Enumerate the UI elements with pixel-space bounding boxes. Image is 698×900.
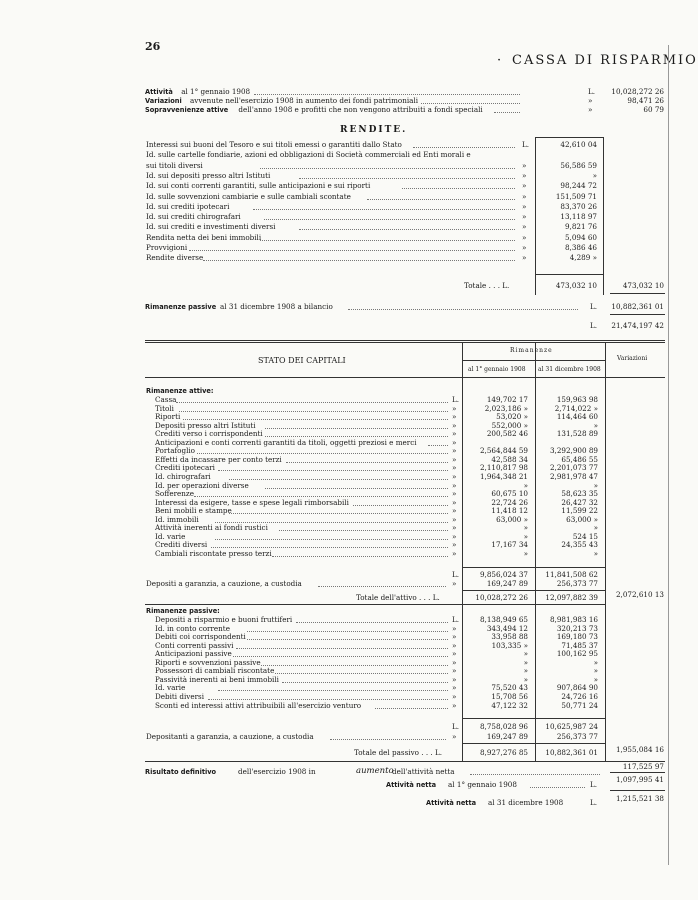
rendite-value-9: 5,094 60 bbox=[564, 232, 597, 242]
rendite-dots-0 bbox=[413, 147, 515, 148]
running-header: CASSA DI RISPARMIO bbox=[512, 53, 698, 68]
attive-a-17: 17,167 34 bbox=[491, 540, 528, 550]
passive-a-3: 103,335 » bbox=[491, 640, 528, 650]
attive-a-15: » bbox=[523, 523, 528, 533]
passive-row-5: Riporti e sovvenzioni passive bbox=[155, 657, 261, 667]
attive-dep-text: Depositi a garanzia, a cauzione, a custodia bbox=[146, 579, 302, 588]
attive-b-14: 63,000 » bbox=[566, 514, 598, 524]
attive-unit-13: » bbox=[452, 506, 457, 516]
passive-unit-4: » bbox=[452, 649, 457, 659]
attive-unit-11: » bbox=[452, 489, 457, 499]
attive-row-7: Effetti da incassare per conto terzi bbox=[155, 454, 282, 464]
rendite-unit-0: L. bbox=[522, 140, 530, 149]
table-col3: Variazioni bbox=[617, 355, 648, 362]
passive-row-0: Depositi a risparmio e buoni fruttiferi bbox=[155, 615, 293, 624]
passive-unit-6: » bbox=[452, 666, 457, 676]
attive-total-b: 12,097,882 39 bbox=[545, 593, 598, 602]
attive-total-rule-2 bbox=[145, 604, 605, 605]
attive-row-5: Anticipazioni e conti correnti garantiti da titoli, oggetti preziosi e merci bbox=[155, 437, 417, 447]
attive-a-13: 11,418 12 bbox=[491, 506, 528, 516]
rendite-dots-7 bbox=[264, 219, 515, 220]
attive-unit-2: » bbox=[452, 412, 457, 422]
end-label: Attività netta bbox=[426, 799, 477, 807]
attive-unit-6: » bbox=[452, 446, 457, 456]
grand-total-unit: L. bbox=[590, 321, 598, 330]
attive-row-2: Riporti bbox=[155, 412, 181, 422]
passive-dots-3 bbox=[236, 648, 448, 649]
start-dots bbox=[530, 787, 585, 788]
attive-dots-2 bbox=[183, 419, 448, 420]
passive-dots-0 bbox=[296, 622, 448, 623]
attive-dots-13 bbox=[229, 513, 448, 514]
attive-unit-17: » bbox=[452, 540, 457, 550]
top-unit-0: L. bbox=[588, 87, 596, 96]
attive-row-15: Attività inerenti ai fondi rustici bbox=[155, 523, 268, 533]
attive-unit-12: » bbox=[452, 497, 457, 507]
attive-b-13: 11,599 22 bbox=[561, 506, 598, 516]
attive-dots-15 bbox=[279, 530, 448, 531]
attive-row-10: Id. per operazioni diverse bbox=[155, 480, 249, 490]
passive-dep-a: 169,247 89 bbox=[486, 732, 528, 741]
passive-row-10: Sconti ed interessi attivi attribuibili all'esercizio venturo bbox=[155, 700, 362, 710]
attive-a-14: 63,000 » bbox=[496, 514, 528, 524]
table-top-rule-1 bbox=[145, 340, 665, 341]
passive-total-text: Totale del passivo . . . L. bbox=[354, 748, 443, 757]
passive-a-7: » bbox=[523, 674, 528, 684]
rendite-unit-4: » bbox=[522, 181, 527, 191]
attive-dep-unit: » bbox=[452, 579, 457, 588]
rendite-col-right bbox=[603, 137, 604, 295]
rp-unit: L. bbox=[590, 302, 598, 311]
attive-sum-unit: L. bbox=[452, 570, 460, 579]
top-label-0: Attività bbox=[145, 88, 173, 96]
rendite-dots-5 bbox=[367, 199, 515, 200]
rendite-unit-10: » bbox=[522, 243, 527, 252]
attive-a-16: » bbox=[523, 531, 528, 541]
rendite-row-3: Id. sui depositi presso altri Istituti bbox=[146, 170, 271, 180]
attive-dots-16 bbox=[215, 539, 448, 540]
top-text-0: al 1° gennaio 1908 bbox=[181, 87, 251, 96]
passive-b-10: 50,771 24 bbox=[561, 700, 598, 710]
table-group-rule bbox=[462, 360, 605, 361]
result-rule bbox=[610, 772, 665, 773]
top-unit-1: » bbox=[588, 96, 593, 105]
rendite-value-8: 9,821 76 bbox=[564, 222, 597, 232]
table-head-rule bbox=[145, 377, 665, 378]
passive-row-6: Possessori di cambiali riscontate bbox=[155, 666, 275, 676]
rendite-value-10: 8,386 46 bbox=[564, 243, 597, 252]
rendite-row-5: Id. sulle sovvenzioni cambiarie e sulle cambiali scontate bbox=[146, 191, 351, 201]
table-col1: al 1° gennaio 1908 bbox=[468, 366, 526, 373]
attive-a-9: 1,964,348 21 bbox=[479, 471, 528, 481]
rendite-row-1: Id. sulle cartelle fondiarie, azioni ed obbligazioni di Società commerciali ed Enti morali e bbox=[146, 150, 471, 160]
passive-b-2: 169,180 73 bbox=[556, 632, 598, 642]
rendite-value-4: 98,244 72 bbox=[560, 181, 597, 191]
attive-dots-1 bbox=[179, 411, 448, 412]
attive-b-8: 2,201,073 77 bbox=[549, 463, 598, 473]
attive-a-11: 60,675 10 bbox=[491, 489, 528, 499]
passive-unit-2: » bbox=[452, 632, 457, 642]
start-rule bbox=[610, 790, 665, 791]
attive-a-2: 53,020 » bbox=[496, 412, 528, 422]
attive-row-9: Id. chirografari bbox=[155, 471, 211, 481]
attive-unit-3: » bbox=[452, 420, 457, 430]
attive-b-10: » bbox=[593, 480, 598, 490]
passive-b-4: 100,162 95 bbox=[556, 649, 598, 659]
top-value-2: 60 79 bbox=[643, 105, 664, 114]
passive-total-rule bbox=[462, 743, 605, 744]
end-text: al 31 dicembre 1908 bbox=[488, 798, 564, 807]
passive-sum-a: 8,758,028 96 bbox=[479, 722, 528, 731]
passive-a-6: » bbox=[523, 666, 528, 676]
attive-sum-b: 11,841,508 62 bbox=[545, 570, 598, 579]
table-top-rule-2 bbox=[145, 342, 665, 343]
rp-label: Rimanenze passive bbox=[145, 303, 217, 311]
attive-dots-5 bbox=[428, 445, 448, 446]
attive-b-11: 58,623 35 bbox=[561, 489, 598, 499]
top-label-2: Sopravvenienze attive bbox=[145, 106, 229, 114]
passive-unit-0: L. bbox=[452, 615, 460, 624]
passive-unit-7: » bbox=[452, 674, 457, 684]
rendite-row-8: Id. sui crediti e investimenti diversi bbox=[146, 222, 276, 232]
attive-total-a: 10,028,272 26 bbox=[475, 593, 528, 602]
passive-dots-2 bbox=[247, 639, 448, 640]
attive-dots-0 bbox=[176, 402, 448, 403]
rendite-unit-7: » bbox=[522, 212, 527, 222]
attive-unit-18: » bbox=[452, 548, 457, 558]
attive-row-8: Crediti ipotecari bbox=[155, 463, 215, 473]
passive-b-1: 320,213 73 bbox=[556, 623, 598, 633]
attive-a-10: » bbox=[523, 480, 528, 490]
rendite-value-0: 42,610 04 bbox=[560, 140, 597, 149]
attive-row-11: Sofferenze bbox=[155, 489, 194, 499]
attive-total-text: Totale dell'attivo . . . L. bbox=[356, 593, 440, 602]
attive-b-17: 24,355 43 bbox=[561, 540, 598, 550]
rendite-unit-2: » bbox=[522, 160, 527, 170]
passive-a-4: » bbox=[523, 649, 528, 659]
passive-sum-rule bbox=[462, 718, 605, 719]
attive-unit-10: » bbox=[452, 480, 457, 490]
header-right-rule bbox=[668, 45, 669, 865]
rendite-value-3: » bbox=[592, 170, 597, 180]
start-unit: L. bbox=[590, 780, 598, 789]
rendite-value-11: 4,289 » bbox=[569, 253, 597, 263]
attive-unit-16: » bbox=[452, 531, 457, 541]
passive-a-10: 47,122 32 bbox=[491, 700, 528, 710]
result-value: 117,525 97 bbox=[622, 762, 664, 771]
grand-total-value: 21,474,197 42 bbox=[611, 321, 664, 330]
attive-dots-8 bbox=[218, 470, 448, 471]
attive-b-7: 65,486 55 bbox=[561, 454, 598, 464]
rendite-row-7: Id. sui crediti chirografari bbox=[146, 212, 241, 222]
attive-unit-7: » bbox=[452, 454, 457, 464]
result-dots bbox=[470, 774, 600, 775]
rendite-value-2: 56,586 59 bbox=[560, 160, 597, 170]
passive-row-4: Anticipazioni passive bbox=[155, 649, 232, 659]
top-value-1: 98,471 26 bbox=[627, 96, 664, 105]
passive-unit-5: » bbox=[452, 657, 457, 667]
passive-a-2: 33,958 88 bbox=[491, 632, 528, 642]
rendite-total-label: Totale . . . L. bbox=[464, 281, 510, 290]
top-dots-2 bbox=[494, 112, 520, 113]
rendite-row-6: Id. sui crediti ipotecari bbox=[146, 201, 230, 211]
rendite-col-left bbox=[535, 137, 536, 295]
passive-b-8: 907,864 90 bbox=[556, 683, 598, 693]
passive-b-0: 8,981,983 16 bbox=[549, 615, 598, 624]
rendite-row-10: Provvigioni bbox=[146, 243, 188, 252]
rendite-right-rule bbox=[610, 293, 665, 294]
attive-dots-3 bbox=[265, 428, 449, 429]
attive-unit-9: » bbox=[452, 471, 457, 481]
rendite-dots-2 bbox=[260, 168, 515, 169]
attive-total-c: 2,072,610 13 bbox=[615, 590, 664, 599]
passive-unit-9: » bbox=[452, 691, 457, 701]
passive-sum-unit: L. bbox=[452, 722, 460, 731]
top-value-0: 10,028,272 26 bbox=[611, 87, 664, 96]
attive-dots-7 bbox=[286, 462, 448, 463]
attive-b-4: 131,528 89 bbox=[556, 429, 598, 439]
passive-unit-3: » bbox=[452, 640, 457, 650]
passive-a-5: » bbox=[523, 657, 528, 667]
rendite-dots-4 bbox=[402, 188, 515, 189]
result-em: aumento bbox=[356, 766, 394, 776]
table-bottom-rule bbox=[145, 761, 665, 762]
rp-value: 10,882,361 01 bbox=[611, 302, 664, 311]
rendite-unit-5: » bbox=[522, 191, 527, 201]
attive-a-4: 200,582 46 bbox=[486, 429, 528, 439]
passive-sum-b: 10,625,987 24 bbox=[545, 722, 598, 731]
passive-unit-1: » bbox=[452, 623, 457, 633]
rendite-dots-10 bbox=[189, 250, 515, 251]
attive-row-0: Cassa bbox=[155, 395, 177, 404]
rendite-row-0: Interessi sui buoni del Tesoro e sui titoli emessi o garantiti dallo Stato bbox=[146, 140, 402, 149]
attive-a-1: 2,023,186 » bbox=[484, 403, 528, 413]
attive-row-4: Crediti verso i corrispondenti bbox=[155, 429, 263, 439]
attive-unit-1: » bbox=[452, 403, 457, 413]
passive-unit-10: » bbox=[452, 700, 457, 710]
attive-b-12: 26,427 32 bbox=[561, 497, 598, 507]
rendite-total-value: 473,032 10 bbox=[555, 281, 597, 290]
start-value: 1,097,995 41 bbox=[615, 775, 664, 784]
rendite-unit-6: » bbox=[522, 201, 527, 211]
attive-b-16: 524 15 bbox=[572, 531, 598, 541]
passive-b-7: » bbox=[593, 674, 598, 684]
passive-a-9: 15,708 56 bbox=[491, 691, 528, 701]
attive-dots-10 bbox=[265, 488, 449, 489]
passive-a-8: 75,520 43 bbox=[491, 683, 528, 693]
table-col-c bbox=[605, 342, 606, 762]
passive-total-b: 10,882,361 01 bbox=[545, 748, 598, 757]
rp-dots bbox=[348, 309, 578, 310]
rendite-unit-3: » bbox=[522, 170, 527, 180]
attive-a-6: 2,564,844 59 bbox=[479, 446, 528, 456]
result-label: Risultato definitivo bbox=[145, 768, 217, 776]
table-col2: al 31 dicembre 1908 bbox=[538, 366, 601, 373]
table-col-b bbox=[535, 342, 536, 762]
top-text-1: avvenute nell'esercizio 1908 in aumento dei fondi patrimoniali bbox=[190, 96, 419, 105]
attive-a-12: 22,724 26 bbox=[491, 497, 528, 507]
attive-b-18: » bbox=[593, 548, 598, 558]
passive-dep-dots bbox=[330, 739, 446, 740]
attive-dots-9 bbox=[229, 479, 448, 480]
rendite-value-5: 151,509 71 bbox=[555, 191, 597, 201]
attive-unit-0: L. bbox=[452, 395, 460, 404]
rendite-rule-top bbox=[535, 137, 603, 138]
passive-dots-1 bbox=[247, 631, 448, 632]
table-title: STATO DEI CAPITALI bbox=[258, 356, 346, 365]
rp-text: al 31 dicembre 1908 a bilancio bbox=[220, 302, 333, 311]
rendite-value-6: 83,370 26 bbox=[560, 201, 597, 211]
passive-dots-6 bbox=[275, 673, 448, 674]
passive-dots-8 bbox=[218, 690, 448, 691]
top-label-1: Variazioni bbox=[145, 97, 182, 105]
top-dots-1 bbox=[421, 103, 520, 104]
passive-row-1: Id. in conto corrente bbox=[155, 623, 230, 633]
attive-total-rule bbox=[462, 590, 605, 591]
passive-row-2: Debiti coi corrispondenti bbox=[155, 632, 246, 642]
attive-b-1: 2,714,022 » bbox=[554, 403, 598, 413]
attive-row-14: Id. immobili bbox=[155, 514, 199, 524]
rendite-row-9: Rendita netta dei beni immobili bbox=[146, 232, 262, 242]
attive-sum-a: 9,856,024 37 bbox=[479, 570, 528, 579]
attive-a-0: 149,702 17 bbox=[486, 395, 528, 404]
passive-row-8: Id. varie bbox=[155, 683, 186, 693]
attive-b-6: 3,292,900 89 bbox=[549, 446, 598, 456]
attive-a-18: » bbox=[523, 548, 528, 558]
rendite-value-7: 13,118 97 bbox=[560, 212, 597, 222]
attive-dots-18 bbox=[272, 556, 448, 557]
attive-sum-rule bbox=[462, 567, 605, 568]
top-dots-0 bbox=[254, 94, 520, 95]
passive-row-3: Conti correnti passivi bbox=[155, 640, 234, 650]
passive-total-c: 1,955,084 16 bbox=[615, 745, 664, 754]
attive-dots-11 bbox=[194, 496, 449, 497]
result-text2: dell'attività netta bbox=[392, 767, 455, 776]
rendite-row-11: Rendite diverse bbox=[146, 253, 204, 263]
top-unit-2: » bbox=[588, 105, 593, 114]
attive-b-0: 159,963 98 bbox=[556, 395, 598, 404]
passive-dots-10 bbox=[375, 708, 448, 709]
rendite-dots-3 bbox=[299, 178, 515, 179]
rendite-dots-8 bbox=[299, 229, 515, 230]
table-group-header: Rimanenze bbox=[510, 347, 553, 354]
passive-b-5: » bbox=[593, 657, 598, 667]
passive-title: Rimanenze passive: bbox=[146, 607, 220, 615]
passive-dots-7 bbox=[282, 682, 448, 683]
passive-total-a: 8,927,276 85 bbox=[479, 748, 528, 757]
start-text: al 1° gennaio 1908 bbox=[448, 780, 517, 789]
attive-b-9: 2,981,978 47 bbox=[549, 471, 598, 481]
passive-dep-unit: » bbox=[452, 732, 457, 741]
attive-b-2: 114,464 60 bbox=[556, 412, 598, 422]
attive-row-17: Crediti diversi bbox=[155, 540, 208, 550]
passive-dots-4 bbox=[233, 656, 448, 657]
rendite-unit-9: » bbox=[522, 232, 527, 242]
passive-dep-text: Depositanti a garanzia, a cauzione, a custodia bbox=[146, 732, 314, 741]
passive-a-0: 8,138,949 65 bbox=[479, 615, 528, 624]
passive-b-9: 24,726 16 bbox=[561, 691, 598, 701]
attive-a-3: 552,000 » bbox=[491, 420, 528, 430]
attive-row-18: Cambiali riscontate presso terzi bbox=[155, 548, 272, 558]
attive-b-15: » bbox=[593, 523, 598, 533]
rendite-title: RENDITE. bbox=[340, 125, 408, 135]
end-value: 1,215,521 38 bbox=[615, 794, 664, 803]
attive-title: Rimanenze attive: bbox=[146, 387, 214, 395]
attive-dep-a: 169,247 89 bbox=[486, 579, 528, 588]
attive-unit-15: » bbox=[452, 523, 457, 533]
passive-dots-5 bbox=[261, 665, 448, 666]
passive-a-1: 343,494 12 bbox=[486, 623, 528, 633]
attive-unit-4: » bbox=[452, 429, 457, 439]
rp-rule bbox=[610, 314, 665, 315]
result-text: dell'esercizio 1908 in bbox=[238, 767, 316, 776]
header-dot: · bbox=[497, 53, 502, 68]
attive-row-1: Titoli bbox=[155, 403, 174, 413]
passive-b-3: 71,485 37 bbox=[561, 640, 598, 650]
rendite-row-4: Id. sui conti correnti garantiti, sulle anticipazioni e sui riporti bbox=[146, 181, 371, 191]
rendite-unit-8: » bbox=[522, 222, 527, 232]
attive-row-12: Interessi da esigere, tasse e spese legali rimborsabili bbox=[155, 497, 349, 507]
top-text-2: dell'anno 1908 e profitti che non vengono attribuiti a fondi speciali bbox=[238, 105, 483, 114]
table-col-a bbox=[462, 342, 463, 762]
attive-row-16: Id. varie bbox=[155, 531, 186, 541]
start-label: Attività netta bbox=[386, 781, 437, 789]
attive-row-13: Beni mobili e stampe bbox=[155, 506, 232, 516]
attive-a-7: 42,588 34 bbox=[491, 454, 528, 464]
passive-dots-9 bbox=[208, 699, 448, 700]
passive-unit-8: » bbox=[452, 683, 457, 693]
passive-dep-b: 256,373 77 bbox=[556, 732, 598, 741]
rendite-total-right: 473,032 10 bbox=[622, 281, 664, 290]
passive-row-7: Passività inerenti ai beni immobili bbox=[155, 674, 279, 684]
passive-b-6: » bbox=[593, 666, 598, 676]
passive-row-9: Debiti diversi bbox=[155, 691, 205, 701]
attive-row-6: Portafoglio bbox=[155, 446, 195, 456]
attive-unit-14: » bbox=[452, 514, 457, 524]
attive-unit-8: » bbox=[452, 463, 457, 473]
rendite-dots-9 bbox=[260, 240, 515, 241]
attive-dots-12 bbox=[353, 505, 448, 506]
attive-row-3: Depositi presso altri Istituti bbox=[155, 420, 256, 430]
attive-dep-b: 256,373 77 bbox=[556, 579, 598, 588]
end-unit: L. bbox=[590, 798, 598, 807]
attive-b-3: » bbox=[593, 420, 598, 430]
rendite-unit-11: » bbox=[522, 253, 527, 263]
rendite-dots-11 bbox=[203, 260, 515, 261]
rendite-dots-6 bbox=[253, 209, 515, 210]
page-number: 26 bbox=[145, 40, 161, 53]
rendite-sum-rule bbox=[535, 274, 603, 275]
attive-dep-dots bbox=[318, 586, 446, 587]
attive-a-8: 2,110,817 98 bbox=[479, 463, 528, 473]
rendite-row-2: sui titoli diversi bbox=[146, 160, 203, 170]
attive-unit-5: » bbox=[452, 437, 457, 447]
